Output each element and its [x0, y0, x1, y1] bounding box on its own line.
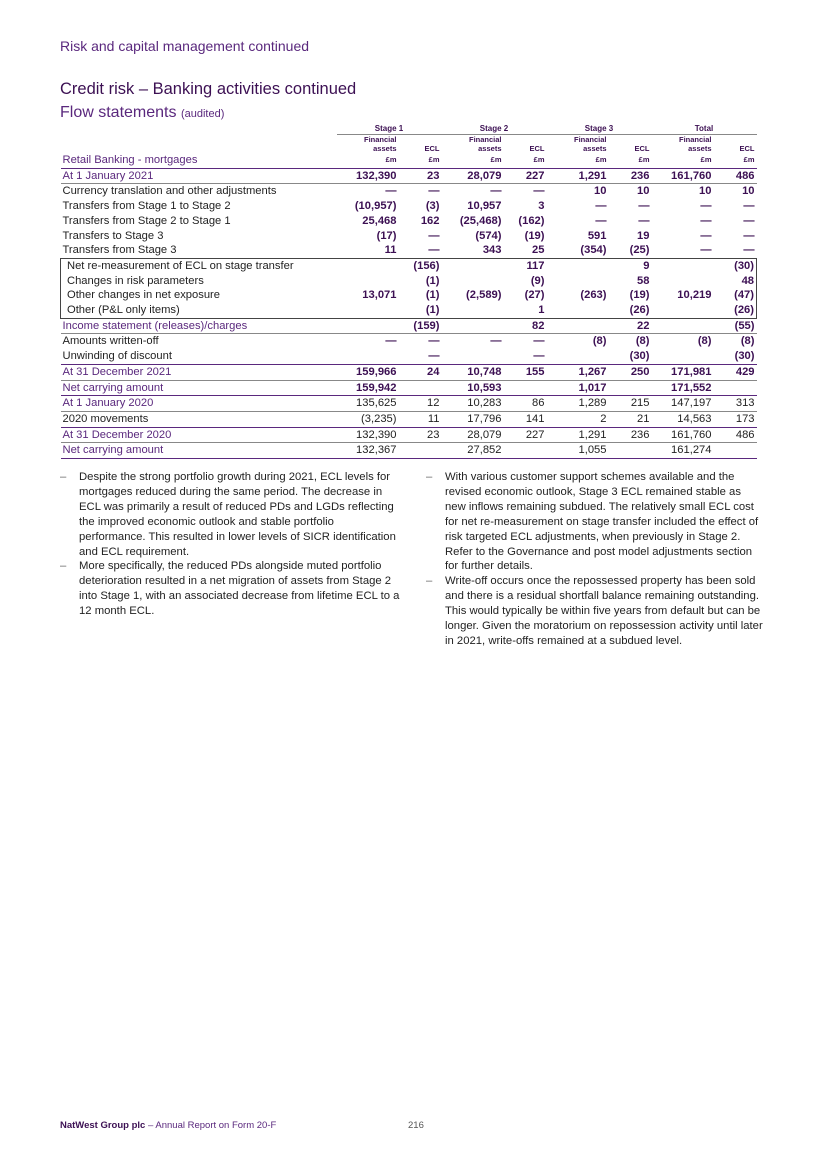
- unit: £m: [714, 153, 757, 168]
- unit: £m: [547, 153, 609, 168]
- table-row: [61, 258, 757, 273]
- table-row: [61, 229, 757, 244]
- footer-brand: NatWest Group plc: [60, 1120, 146, 1131]
- cell-value: 250: [609, 364, 652, 380]
- cell-value: (1): [399, 303, 442, 318]
- cell-value: 13,071: [362, 289, 397, 302]
- cell-value: 132,367: [337, 443, 399, 459]
- cell-value: 147,197: [652, 396, 714, 412]
- cell-value: 9: [609, 258, 652, 273]
- row-label: Amounts written-off: [62, 335, 159, 348]
- cell-value: (2,589): [466, 289, 502, 302]
- cell-value: —: [399, 349, 442, 364]
- col-ecl: ECL: [424, 144, 440, 153]
- cell-value: 10,957: [467, 200, 502, 213]
- cell-value: 23: [399, 427, 442, 443]
- cell-value: [609, 443, 652, 459]
- row-label: Other changes in net exposure: [61, 288, 337, 303]
- cell-value: —: [385, 335, 397, 348]
- row-label: At 1 January 2020: [61, 396, 337, 412]
- cell-value: —: [743, 200, 755, 213]
- cell-value: 429: [714, 364, 757, 380]
- table-row: [61, 334, 757, 349]
- stage-2-header: Stage 2: [442, 124, 547, 135]
- page-number: 216: [408, 1120, 424, 1131]
- footer: [60, 1120, 424, 1131]
- cell-value: 10: [637, 185, 650, 198]
- cell-value: (26): [609, 303, 652, 318]
- cell-value: [442, 274, 504, 289]
- cell-value: 19: [637, 229, 650, 242]
- table-row: [61, 274, 757, 289]
- row-label: Income statement (releases)/charges: [61, 318, 337, 334]
- sub-title-note: (audited): [180, 108, 225, 120]
- col-ecl: ECL: [739, 144, 755, 153]
- cell-value: —: [700, 229, 712, 242]
- cell-value: 10: [742, 185, 755, 198]
- cell-value: 486: [714, 168, 757, 184]
- cell-value: —: [743, 244, 755, 257]
- cell-value: 21: [609, 411, 652, 427]
- cell-value: 159,966: [337, 364, 399, 380]
- cell-value: 135,625: [337, 396, 399, 412]
- cell-value: 1: [504, 303, 547, 318]
- cell-value: —: [595, 214, 607, 227]
- col-financial-assets: Financial assets: [363, 135, 397, 153]
- cell-value: 1,055: [547, 443, 609, 459]
- unit: £m: [504, 153, 547, 168]
- stage-3-header: Stage 3: [547, 124, 652, 135]
- cell-value: (263): [580, 289, 607, 302]
- cell-value: [714, 443, 757, 459]
- col-financial-assets: Financial assets: [468, 135, 502, 153]
- cell-value: —: [504, 349, 547, 364]
- cell-value: [547, 349, 609, 364]
- cell-value: 58: [637, 274, 650, 287]
- cell-value: (30): [714, 258, 757, 273]
- cell-value: [442, 318, 504, 334]
- col-ecl: ECL: [634, 144, 650, 153]
- cell-value: —: [533, 335, 545, 348]
- commentary-left: [60, 470, 400, 619]
- col-financial-assets: Financial assets: [678, 135, 712, 153]
- cell-value: (25): [629, 244, 650, 257]
- cell-value: 25,468: [362, 214, 397, 227]
- cell-value: [399, 443, 442, 459]
- row-label: Transfers from Stage 2 to Stage 1: [62, 214, 231, 227]
- cell-value: (25,468): [459, 214, 502, 227]
- table-row: [61, 411, 757, 427]
- cell-value: —: [595, 200, 607, 213]
- table-row: [61, 396, 757, 412]
- cell-value: 12: [399, 396, 442, 412]
- cell-value: (27): [524, 289, 545, 302]
- table-row: [61, 303, 757, 318]
- row-label: Currency translation and other adjustments: [62, 185, 277, 198]
- cell-value: 23: [399, 168, 442, 184]
- cell-value: 1,291: [547, 427, 609, 443]
- cell-value: (47): [714, 288, 757, 303]
- cell-value: (162): [518, 214, 545, 227]
- cell-value: [652, 349, 714, 364]
- cell-value: (10,957): [354, 200, 397, 213]
- cell-value: 227: [504, 427, 547, 443]
- cell-value: 17,796: [442, 411, 504, 427]
- cell-value: [547, 274, 609, 289]
- cell-value: 159,942: [337, 380, 399, 396]
- table-label: Retail Banking - mortgages: [61, 153, 337, 168]
- bullet-item: – Write-off occurs once the repossessed property has been sold and there is a residual shortfall balance remaining outstanding. This would typically be within five years from default but can be longer. Given the moratorium on repossession activity until later in 2021, write-offs remained at a subdued level.: [426, 575, 763, 647]
- cell-value: [442, 303, 504, 318]
- table-row: [61, 349, 757, 364]
- total-header: Total: [652, 124, 757, 135]
- cell-value: 161,274: [652, 443, 714, 459]
- cell-value: [337, 274, 399, 289]
- row-label: Unwinding of discount: [61, 349, 337, 364]
- cell-value: 313: [714, 396, 757, 412]
- cell-value: 227: [504, 168, 547, 184]
- cell-value: 215: [609, 396, 652, 412]
- table-row: [61, 168, 757, 184]
- row-label: At 31 December 2021: [61, 364, 337, 380]
- cell-value: 2: [547, 411, 609, 427]
- cell-value: 171,981: [652, 364, 714, 380]
- cell-value: 1,017: [547, 380, 609, 396]
- unit: £m: [399, 153, 442, 168]
- cell-value: 132,390: [337, 168, 399, 184]
- table-row: [61, 199, 757, 214]
- cell-value: (9): [530, 274, 545, 287]
- cell-value: (19): [629, 289, 650, 302]
- cell-value: 1,267: [547, 364, 609, 380]
- cell-value: —: [700, 200, 712, 213]
- cell-value: [547, 258, 609, 273]
- cell-value: [504, 443, 547, 459]
- cell-value: [337, 258, 399, 273]
- cell-value: 161,760: [652, 427, 714, 443]
- col-ecl: ECL: [529, 144, 545, 153]
- table-row: [61, 184, 757, 199]
- page-title: Credit risk – Banking activities continued: [60, 80, 357, 98]
- cell-value: —: [700, 244, 712, 257]
- cell-value: 155: [504, 364, 547, 380]
- cell-value: 27,852: [442, 443, 504, 459]
- cell-value: (159): [399, 318, 442, 334]
- cell-value: 10,219: [677, 289, 712, 302]
- cell-value: [652, 318, 714, 334]
- table-row: [61, 427, 757, 443]
- cell-value: [652, 303, 714, 318]
- cell-value: [337, 318, 399, 334]
- cell-value: 141: [504, 411, 547, 427]
- cell-value: 171,552: [652, 380, 714, 396]
- row-label: At 1 January 2021: [61, 168, 337, 184]
- cell-value: 10: [594, 185, 607, 198]
- cell-value: 10: [699, 185, 712, 198]
- cell-value: [337, 303, 399, 318]
- cell-value: [399, 380, 442, 396]
- cell-value: [442, 258, 504, 273]
- cell-value: (8): [592, 335, 607, 348]
- col-financial-assets: Financial assets: [573, 135, 607, 153]
- cell-value: 11: [399, 411, 442, 427]
- cell-value: —: [428, 335, 440, 348]
- cell-value: (8): [697, 335, 712, 348]
- cell-value: 10,593: [442, 380, 504, 396]
- cell-value: —: [638, 200, 650, 213]
- sub-title: [60, 104, 224, 122]
- cell-value: (8): [635, 335, 650, 348]
- row-label: Transfers from Stage 3: [62, 244, 177, 257]
- cell-value: [442, 349, 504, 364]
- cell-value: —: [743, 229, 755, 242]
- cell-value: 173: [714, 411, 757, 427]
- row-label: 2020 movements: [61, 411, 337, 427]
- cell-value: 117: [504, 258, 547, 273]
- cell-value: 236: [609, 427, 652, 443]
- cell-value: —: [428, 185, 440, 198]
- cell-value: 24: [399, 364, 442, 380]
- cell-value: [609, 380, 652, 396]
- cell-value: (55): [714, 318, 757, 334]
- cell-value: 3: [538, 200, 545, 213]
- cell-value: —: [490, 335, 502, 348]
- row-label: Other (P&L only items): [61, 303, 337, 318]
- bullet-item: – With various customer support schemes available and the revised economic outlook, Stage 3 ECL remained stable as new inflows remaining subdued. The relatively small ECL cost for net re-measurement on stage transfer included the effect of risk targeted ECL adjustments, when previously in Stage 2. Refer to the Governance and post model adjustments section for further details.: [426, 471, 759, 573]
- cell-value: 10,748: [442, 364, 504, 380]
- cell-value: 48: [714, 274, 757, 289]
- cell-value: 161,760: [652, 168, 714, 184]
- cell-value: (26): [714, 303, 757, 318]
- cell-value: (19): [524, 229, 545, 242]
- cell-value: —: [428, 229, 440, 242]
- cell-value: (30): [609, 349, 652, 364]
- row-label: Changes in risk parameters: [61, 274, 337, 289]
- row-label: At 31 December 2020: [61, 427, 337, 443]
- cell-value: (3,235): [337, 411, 399, 427]
- cell-value: [714, 380, 757, 396]
- row-label: Net carrying amount: [61, 443, 337, 459]
- row-label: Transfers from Stage 1 to Stage 2: [62, 200, 231, 213]
- cell-value: (1): [425, 274, 440, 287]
- cell-value: [652, 274, 714, 289]
- cell-value: 591: [587, 229, 607, 242]
- stage-1-header: Stage 1: [337, 124, 442, 135]
- cell-value: —: [700, 214, 712, 227]
- table-row: [61, 214, 757, 229]
- cell-value: —: [490, 185, 502, 198]
- cell-value: —: [638, 214, 650, 227]
- cell-value: (3): [425, 200, 440, 213]
- cell-value: 25: [532, 244, 545, 257]
- cell-value: (17): [376, 229, 397, 242]
- bullet-item: – More specifically, the reduced PDs alongside muted portfolio deterioration resulted in a net migration of assets from Stage 2 into Stage 1, with an associated decrease from lifetime ECL to a 12 month ECL.: [60, 560, 400, 618]
- cell-value: 22: [609, 318, 652, 334]
- cell-value: (30): [714, 349, 757, 364]
- commentary-right: [426, 470, 764, 649]
- section-label: Risk and capital management continued: [60, 38, 310, 54]
- unit: £m: [442, 153, 504, 168]
- cell-value: 486: [714, 427, 757, 443]
- cell-value: —: [743, 214, 755, 227]
- table-row: [61, 288, 757, 303]
- footer-report: – Annual Report on Form 20-F: [145, 1120, 277, 1131]
- cell-value: 1,289: [547, 396, 609, 412]
- cell-value: [504, 380, 547, 396]
- flow-statement-table: [60, 124, 757, 459]
- cell-value: 28,079: [442, 168, 504, 184]
- cell-value: [652, 258, 714, 273]
- cell-value: (1): [425, 289, 440, 302]
- row-label: Transfers to Stage 3: [62, 229, 164, 242]
- table-row: [61, 380, 757, 396]
- sub-title-text: Flow statements: [60, 104, 177, 121]
- cell-value: 236: [609, 168, 652, 184]
- cell-value: 11: [384, 244, 397, 257]
- cell-value: [547, 318, 609, 334]
- cell-value: —: [533, 185, 545, 198]
- row-label: Net carrying amount: [61, 380, 337, 396]
- cell-value: 343: [482, 244, 502, 257]
- cell-value: —: [385, 185, 397, 198]
- cell-value: (574): [475, 229, 502, 242]
- table-row: [61, 318, 757, 334]
- bullet-item: – Despite the strong portfolio growth during 2021, ECL levels for mortgages reduced during the same period. The decrease in ECL was primarily a result of reduced PDs and LGDs reflecting the improved economic outlook and stable portfolio performance. This resulted in lower levels of SICR identification and ECL requirement.: [60, 471, 396, 558]
- cell-value: [337, 349, 399, 364]
- table-row: [61, 443, 757, 459]
- cell-value: 1,291: [547, 168, 609, 184]
- cell-value: 14,563: [652, 411, 714, 427]
- cell-value: 10,283: [442, 396, 504, 412]
- row-label: Net re-measurement of ECL on stage transfer: [61, 258, 337, 273]
- cell-value: 162: [420, 214, 440, 227]
- cell-value: 86: [504, 396, 547, 412]
- cell-value: 28,079: [442, 427, 504, 443]
- cell-value: (156): [399, 258, 442, 273]
- cell-value: [547, 303, 609, 318]
- unit: £m: [337, 153, 399, 168]
- table-row: [61, 364, 757, 380]
- cell-value: (8): [740, 335, 755, 348]
- cell-value: —: [428, 244, 440, 257]
- cell-value: 82: [504, 318, 547, 334]
- table-row: [61, 243, 757, 258]
- cell-value: (354): [580, 244, 607, 257]
- unit: £m: [652, 153, 714, 168]
- cell-value: 132,390: [337, 427, 399, 443]
- unit: £m: [609, 153, 652, 168]
